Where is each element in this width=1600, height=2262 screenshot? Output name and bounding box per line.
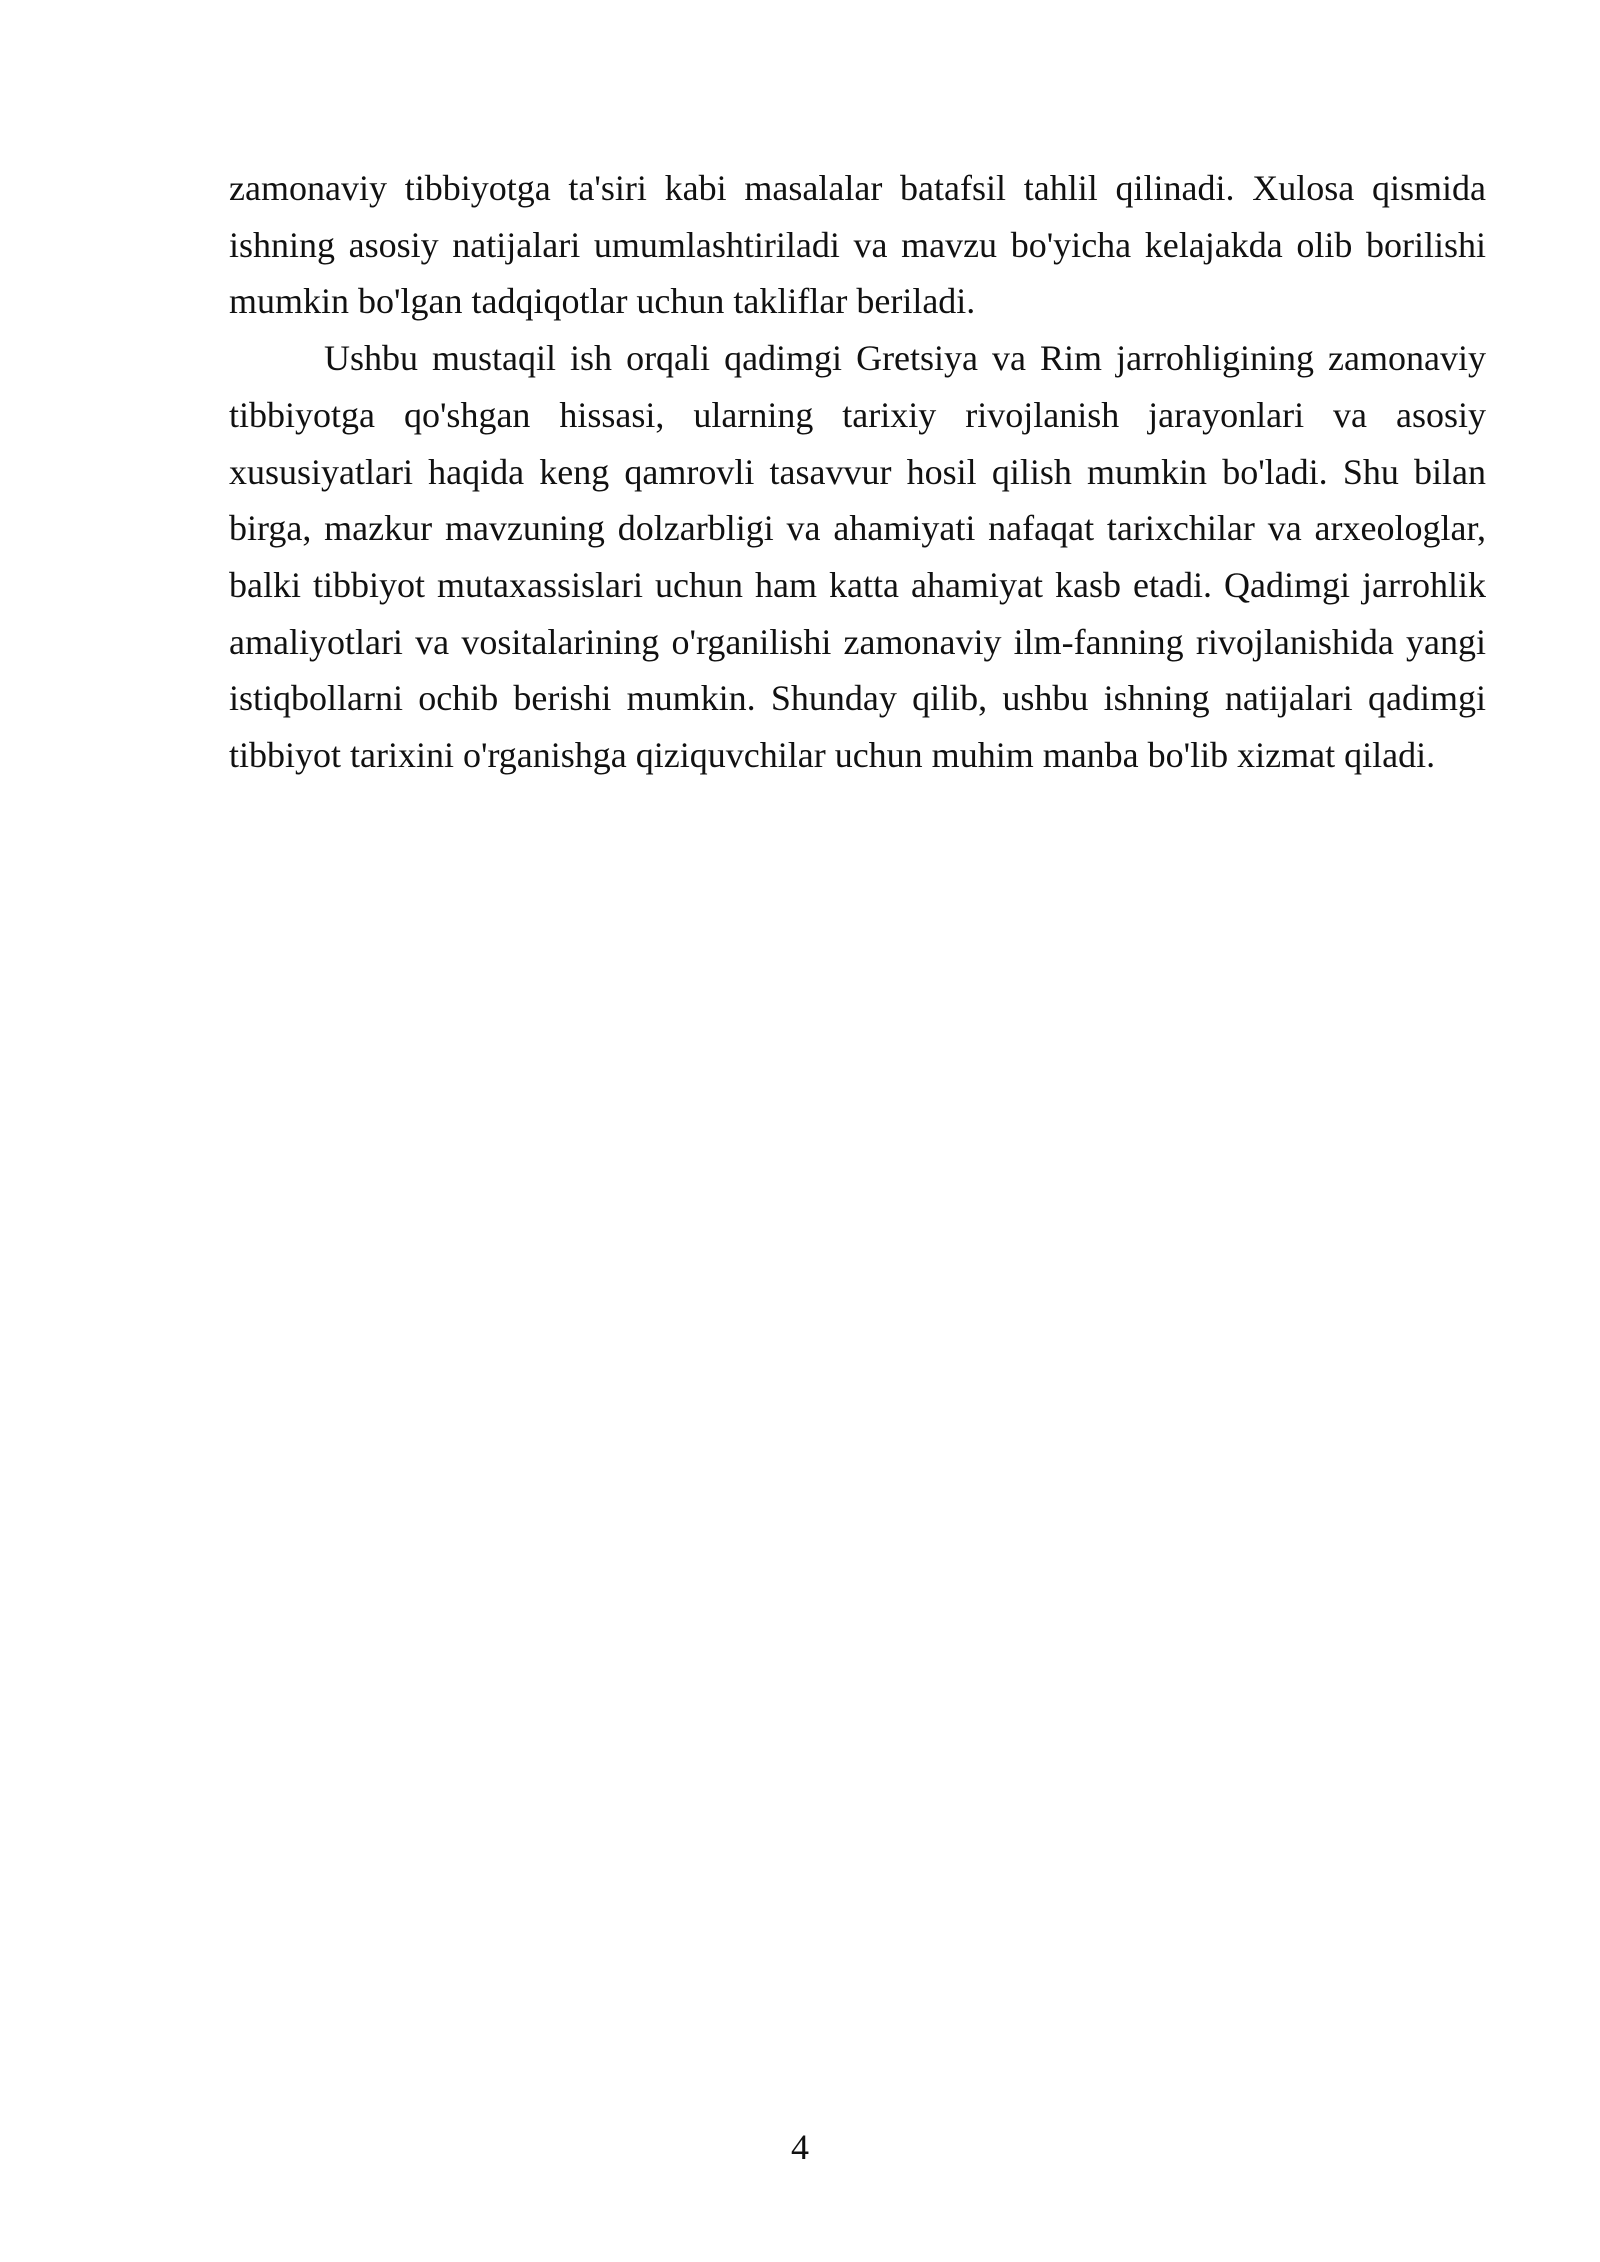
- paragraph-continuation: zamonaviy tibbiyotga ta'siri kabi masalalar batafsil tahlil qilinadi. Xulosa qismida ishning asosiy natijalari umumlashtiriladi va mavzu bo'yicha kelajakda olib borilishi mumkin bo'lgan tadqiqotlar uchun takliflar beriladi.: [229, 168, 1486, 322]
- page-number: 4: [791, 2127, 809, 2167]
- paragraph-main: Ushbu mustaqil ish orqali qadimgi Gretsiya va Rim jarrohligining zamonaviy tibbiyotga qo'shgan hissasi, ularning tarixiy rivojlanish jarayonlari va asosiy xususiyatlari haqida keng qamrovli tasavvur hosil qilish mumkin bo'ladi. Shu bilan birga, mazkur mavzuning dolzarbligi va ahamiyati nafaqat tarixchilar va arxeologlar, balki tibbiyot mutaxassislari uchun ham katta ahamiyat kasb etadi. Qadimgi jarrohlik amaliyotlari va vositalarining o'rganilishi zamonaviy ilm-fanning rivojlanishida yangi istiqbollarni ochib berishi mumkin. Shunday qilib, ushbu ishning natijalari qadimgi tibbiyot tarixini o'rganishga qiziquvchilar uchun muhim manba bo'lib xizmat qiladi.: [229, 338, 1486, 776]
- body-text: [229, 160, 1486, 784]
